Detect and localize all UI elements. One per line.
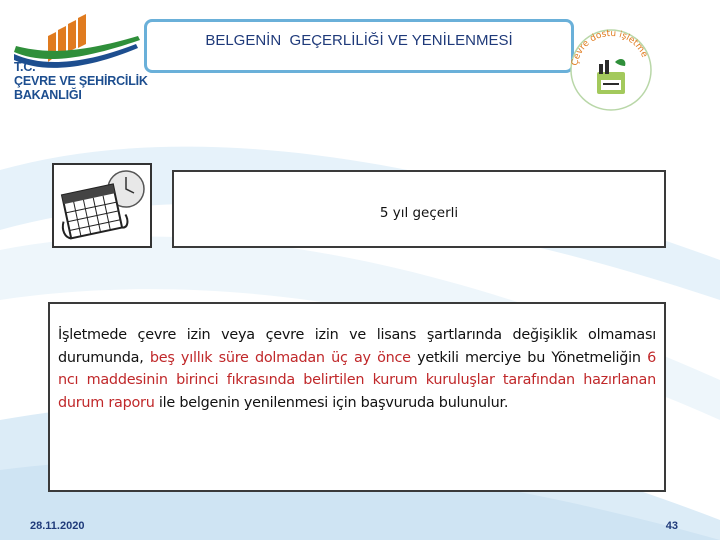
text-segment: ile belgenin yenilenmesi için başvuruda bulunulur. xyxy=(154,394,509,411)
eco-logo-text: Çevre dostu işletme xyxy=(570,28,650,67)
ministry-line: T.C. xyxy=(14,60,36,74)
content-box xyxy=(48,302,666,492)
calendar-clock-icon xyxy=(54,165,150,246)
page-title: BELGENİN GEÇERLİLİĞİ VE YENİLENMESİ xyxy=(205,32,513,49)
title-box xyxy=(144,19,574,73)
factory-leaf-icon xyxy=(563,20,658,115)
ministry-line: BAKANLIĞI xyxy=(14,88,82,102)
highlighted-text-segment: 6 ncı maddesinin birinci fıkrasında belirtilen kurum kuruluşlar tarafından hazırlanan durum raporu xyxy=(58,349,657,411)
validity-text: 5 yıl geçerli xyxy=(379,205,459,221)
eco-label-logo xyxy=(563,20,658,115)
calendar-image xyxy=(52,163,152,248)
ministry-line: ÇEVRE VE ŞEHİRCİLİK xyxy=(14,74,148,88)
renewal-description xyxy=(58,324,656,414)
highlighted-text-segment: beş yıllık süre dolmadan üç ay önce xyxy=(149,349,411,366)
ministry-name xyxy=(14,60,148,102)
page-number: 43 xyxy=(665,520,678,532)
text-segment: İşletmede çevre izin veya çevre izin ve lisans şartlarında değişiklik olmaması durumunda, xyxy=(58,327,656,366)
text-segment: yetkili merciye bu Yönetmeliğin xyxy=(410,349,648,366)
footer-date: 28.11.2020 xyxy=(30,520,85,532)
validity-box xyxy=(172,170,666,248)
